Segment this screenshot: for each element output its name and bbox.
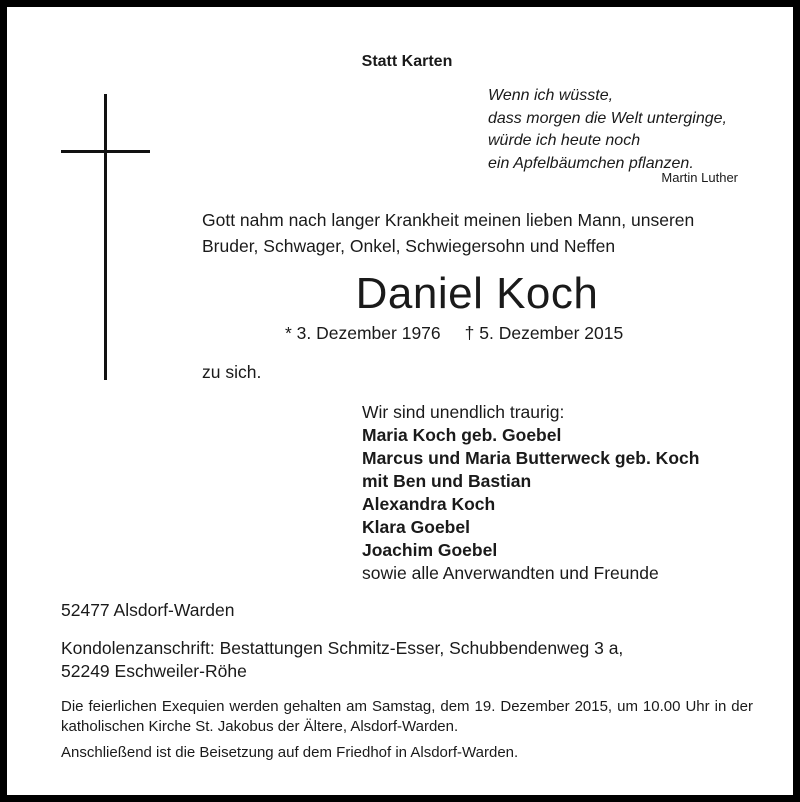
condolence-address [61,637,623,683]
cross-horizontal-bar [61,150,150,153]
intro-line-1: Gott nahm nach langer Krankheit meinen lieben Mann, unseren [202,210,695,230]
mourner-name: Alexandra Koch [362,494,496,514]
quote-line: dass morgen die Welt unterginge, [488,109,727,127]
closing-text: zu sich. [202,362,262,382]
mourner-name: Maria Koch geb. Goebel [362,425,562,445]
mourner-name: Marcus und Maria Butterweck geb. Koch [362,448,700,468]
life-dates [285,323,623,344]
mourner-name: Klara Goebel [362,517,470,537]
deceased-name: Daniel Koch [355,269,599,318]
mourners-intro: Wir sind unendlich traurig: [362,402,565,422]
mourners-outro: sowie alle Anverwandten und Freunde [362,563,659,583]
quote-line: Wenn ich wüsste, [488,87,614,104]
quote-author: Martin Luther [661,170,738,185]
condolence-line-2: 52249 Eschweiler-Röhe [61,661,247,681]
cross-vertical-bar [104,94,107,380]
birth-date: * 3. Dezember 1976 [285,323,441,343]
funeral-service-text: Die feierlichen Exequien werden gehalten am Samstag, dem 19. Dezember 2015, um 10.00 Uhr in der katholischen Kirche St. Jakobus der Ältere, Alsdorf-Warden. [61,698,753,735]
burial-text: Anschließend ist die Beisetzung auf dem Friedhof in Alsdorf-Warden. [61,744,519,761]
intro-text [202,207,694,259]
header-label: Statt Karten [361,53,453,70]
quote-line: würde ich heute noch [488,132,641,149]
mourners-list [362,401,699,585]
home-address: 52477 Alsdorf-Warden [61,600,235,620]
mourner-name: Joachim Goebel [362,540,498,560]
condolence-line-1: Kondolenzanschrift: Bestattungen Schmitz-Esser, Schubbendenweg 3 a, [61,638,624,658]
mourner-name: mit Ben und Bastian [362,471,532,491]
death-date: † 5. Dezember 2015 [464,323,624,343]
intro-line-2: Bruder, Schwager, Onkel, Schwiegersohn und Neffen [202,236,616,256]
quote [488,85,727,175]
quote-line: ein Apfelbäumchen pflanzen. [488,154,694,172]
